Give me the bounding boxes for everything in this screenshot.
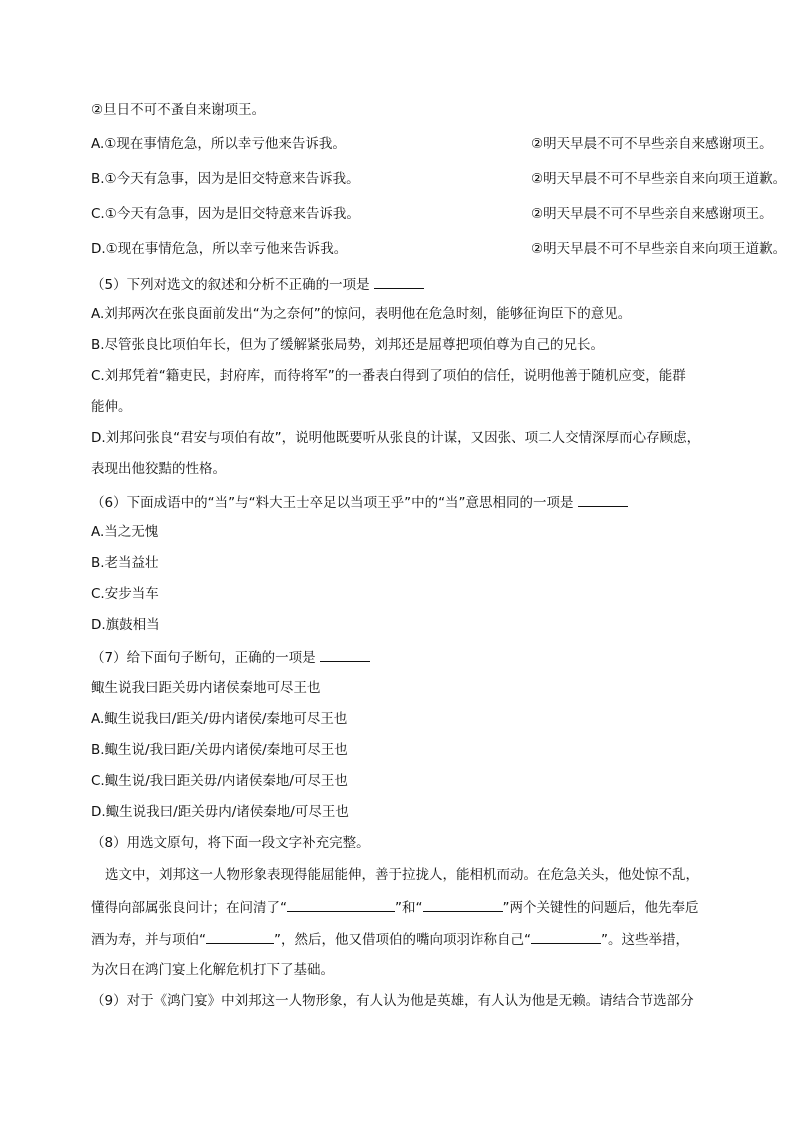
q5-option-d-line1: D.刘邦问张良“君安与项伯有故”，说明他既要听从张良的计谋，又因张、项二人交情深厚而心存顾虑， xyxy=(91,430,701,446)
q4-option-b xyxy=(91,170,787,188)
q5-option-a: A.刘邦两次在张良面前发出“为之奈何”的惊问，表明他在危急时刻，能够征询臣下的意见。 xyxy=(91,306,632,322)
q4-option-d-part2: ②明天早晨不可不早些亲自来向项王道歉。 xyxy=(531,241,787,257)
q8-text-3c: ”。这些举措， xyxy=(601,932,689,948)
q8-blank-1[interactable] xyxy=(287,897,395,912)
q9-stem: （9）对于《鸿门宴》中刘邦这一人物形象，有人认为他是英雄，有人认为他是无赖。请结合节选部分 xyxy=(91,993,694,1009)
q8-text-2b: ”和“ xyxy=(395,900,423,916)
q8-paragraph-line3 xyxy=(91,929,689,949)
q8-paragraph-line4: 为次日在鸿门宴上化解危机打下了基础。 xyxy=(91,962,334,978)
q5-answer-blank[interactable] xyxy=(374,274,424,289)
q7-stem xyxy=(91,647,370,667)
q4-option-a-part1: A.①现在事情危急，所以幸亏他来告诉我。 xyxy=(91,136,346,152)
q7-option-c: C.鲰生说/我曰距关毋/内诸侯秦地/可尽王也 xyxy=(91,773,348,789)
q7-sentence: 鲰生说我曰距关毋内诸侯秦地可尽王也 xyxy=(91,680,321,696)
q4-option-a xyxy=(91,135,773,153)
q5-stem-text: （5）下列对选文的叙述和分析不正确的一项是 xyxy=(91,277,370,293)
q4-option-c-part2: ②明天早晨不可不早些亲自来感谢项王。 xyxy=(531,206,773,222)
q6-option-b: B.老当益壮 xyxy=(91,555,159,571)
q8-text-2c: ”两个关键性的问题后，他先奉卮 xyxy=(502,900,699,916)
q6-option-d: D.旗鼓相当 xyxy=(91,617,160,633)
q5-option-c-line1: C.刘邦凭着“籍吏民，封府库，而待将军”的一番表白得到了项伯的信任，说明他善于随机应变，能群 xyxy=(91,368,686,384)
q6-stem xyxy=(91,492,628,512)
q6-option-c: C.安步当车 xyxy=(91,586,159,602)
q7-stem-text: （7）给下面句子断句，正确的一项是 xyxy=(91,650,316,666)
q4-option-b-part1: B.①今天有急事，因为是旧交特意来告诉我。 xyxy=(91,171,360,187)
q7-option-a: A.鲰生说我曰/距关/毋内诸侯/秦地可尽王也 xyxy=(91,711,348,727)
q8-paragraph-line2 xyxy=(91,897,699,917)
q6-stem-text: （6）下面成语中的“当”与“料大王士卒足以当项王乎”中的“当”意思相同的一项是 xyxy=(91,495,574,511)
q8-blank-2[interactable] xyxy=(423,897,503,912)
q4-option-b-part2: ②明天早晨不可不早些亲自来向项王道歉。 xyxy=(531,171,787,187)
q5-option-d-line2: 表现出他狡黠的性格。 xyxy=(91,461,226,477)
q5-stem xyxy=(91,274,424,294)
q7-answer-blank[interactable] xyxy=(320,647,370,662)
q4-option-d xyxy=(91,240,787,258)
q7-option-d: D.鲰生说我曰/距关毋内/诸侯秦地/可尽王也 xyxy=(91,804,349,820)
q8-blank-4[interactable] xyxy=(531,929,601,944)
q4-option-d-part1: D.①现在事情危急，所以幸亏他来告诉我。 xyxy=(91,241,348,257)
q5-option-b: B.尽管张良比项伯年长，但为了缓解紧张局势，刘邦还是屈尊把项伯尊为自己的兄长。 xyxy=(91,337,605,353)
q8-text-3a: 酒为寿，并与项伯“ xyxy=(91,932,206,948)
q8-text-3b: ”，然后，他又借项伯的嘴向项羽诈称自己“ xyxy=(274,932,531,948)
q6-option-a: A.当之无愧 xyxy=(91,524,159,540)
q4-option-c-part1: C.①今天有急事，因为是旧交特意来告诉我。 xyxy=(91,206,360,222)
q4-item-2: ②旦日不可不蚤自来谢项王。 xyxy=(91,102,266,118)
q8-text-2a: 懂得向部属张良问计；在问清了“ xyxy=(91,900,287,916)
q8-blank-3[interactable] xyxy=(206,929,274,944)
q4-option-c xyxy=(91,205,773,223)
q4-option-a-part2: ②明天早晨不可不早些亲自来感谢项王。 xyxy=(531,136,773,152)
q8-paragraph-line1: 选文中，刘邦这一人物形象表现得能屈能伸，善于拉拢人，能相机而动。在危急关头，他处惊不乱， xyxy=(105,867,699,883)
q6-answer-blank[interactable] xyxy=(578,492,628,507)
q8-stem: （8）用选文原句，将下面一段文字补充完整。 xyxy=(91,835,370,851)
q7-option-b: B.鲰生说/我曰距/关毋内诸侯/秦地可尽王也 xyxy=(91,742,348,758)
q5-option-c-line2: 能伸。 xyxy=(91,399,132,415)
